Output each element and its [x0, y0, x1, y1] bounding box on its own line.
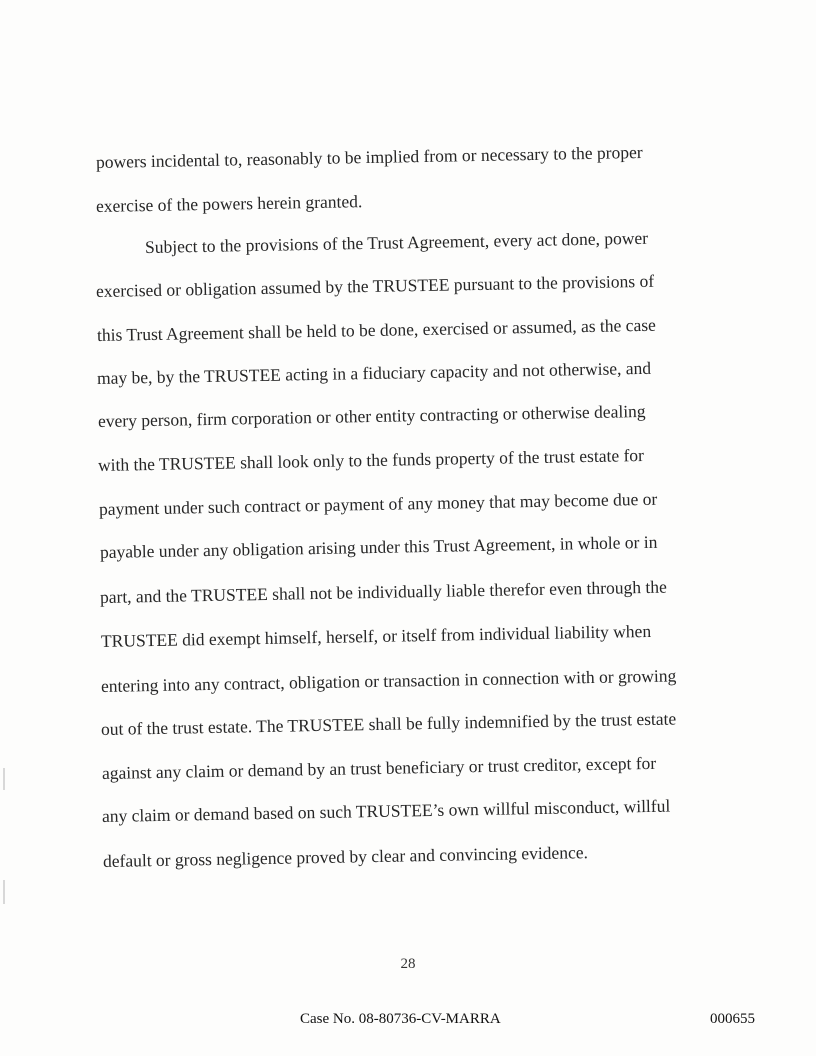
body-text-line: out of the trust estate. The TRUSTEE shall be fully indemnified by the trust estate — [100, 708, 677, 739]
case-number: Case No. 08-80736-CV-MARRA — [300, 1011, 501, 1027]
body-text-line: Subject to the provisions of the Trust Agreement, every act done, power — [144, 227, 649, 257]
body-text-line: any claim or demand based on such TRUSTEE’s own willful misconduct, willful — [101, 795, 671, 826]
page-number: 28 — [400, 956, 416, 972]
body-text-line: payable under any obligation arising under this Trust Agreement, in whole or in — [99, 531, 658, 562]
scan-edge-mark — [3, 768, 5, 790]
body-text-line: payment under such contract or payment of any money that may become due or — [98, 488, 658, 519]
body-text-line: against any claim or demand by an trust beneficiary or trust creditor, except for — [101, 752, 657, 783]
body-text-line: exercised or obligation assumed by the TRUSTEE pursuant to the provisions of — [95, 270, 655, 301]
body-text-line: entering into any contract, obligation or transaction in connection with or growing — [100, 665, 677, 696]
body-text-line: powers incidental to, reasonably to be implied from or necessary to the proper — [95, 141, 643, 172]
scan-edge-mark — [3, 880, 5, 904]
body-text-line: exercise of the powers herein granted. — [95, 191, 363, 216]
bates-number: 000655 — [710, 1011, 755, 1027]
body-text-line: this Trust Agreement shall be held to be done, exercised or assumed, as the case — [96, 314, 656, 345]
body-text-line: TRUSTEE did exempt himself, herself, or itself from individual liability when — [100, 620, 652, 651]
body-text-line: every person, firm corporation or other entity contracting or otherwise dealing — [97, 400, 646, 431]
body-text-line: part, and the TRUSTEE shall not be individually liable therefor even through the — [99, 576, 667, 607]
body-text-line: default or gross negligence proved by clear and convincing evidence. — [102, 842, 589, 871]
body-text-line: with the TRUSTEE shall look only to the funds property of the trust estate for — [97, 444, 645, 475]
body-text-line: may be, by the TRUSTEE acting in a fiduciary capacity and not otherwise, and — [96, 357, 652, 388]
